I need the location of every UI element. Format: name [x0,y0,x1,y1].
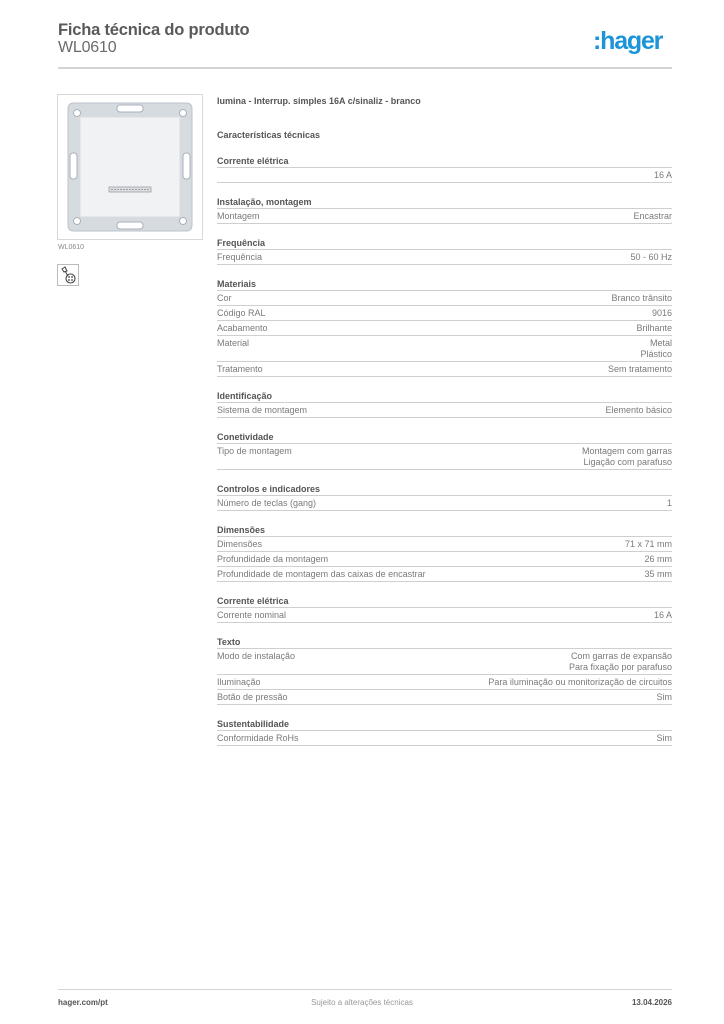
spec-value-line: Branco trânsito [611,292,672,303]
spec-label: Frequência [217,251,263,262]
footer-disclaimer: Sujeito a alterações técnicas [311,998,413,1007]
spec-value-line: 9016 [651,307,672,318]
spec-section [217,238,672,265]
footer-website: hager.com/pt [58,998,108,1007]
spec-value [605,405,672,416]
spec-label: Cor [217,292,232,303]
spec-row [217,496,672,511]
spec-row [217,168,672,183]
spec-label: Corrente nominal [217,609,287,620]
footer-date: 13.04.2026 [631,998,672,1007]
spec-value [630,252,672,263]
spec-value [657,692,673,703]
section-heading: Dimensões [217,525,672,537]
spec-row [217,608,672,623]
spec-sections [217,156,672,746]
spec-section [217,637,672,705]
section-heading: Conetividade [217,432,672,444]
spec-section [217,197,672,224]
spec-row [217,306,672,321]
spec-value-line: Sem tratamento [607,363,672,374]
spec-label: Acabamento [217,322,268,333]
spec-value [657,733,673,744]
spec-value [654,170,672,181]
spec-value-line: 16 A [653,609,672,620]
spec-value-line: 1 [666,497,672,508]
spec-value [644,569,672,580]
product-name: lumina - Interrup. simples 16A c/sinaliz - branco [217,96,421,106]
spec-label: Profundidade de montagem das caixas de encastrar [217,568,426,579]
spec-label: Botão de pressão [217,691,288,702]
spec-label: Profundidade da montagem [217,553,329,564]
spec-label: Dimensões [217,538,263,549]
spec-value-line: Montagem com garras [581,445,672,456]
spec-row [217,336,672,362]
spec-value [652,308,672,319]
section-heading: Sustentabilidade [217,719,672,731]
spec-value-line: Sim [656,691,672,702]
spec-row [217,321,672,336]
spec-value [611,293,672,304]
spec-section [217,525,672,582]
spec-section [217,156,672,183]
spec-section [217,596,672,623]
section-heading: Materiais [217,279,672,291]
section-heading: Corrente elétrica [217,156,672,168]
spec-value-line: Com garras de expansão [570,650,672,661]
spec-row [217,291,672,306]
spec-section [217,719,672,746]
spec-value-line: 16 A [653,169,672,180]
spec-value [636,323,672,334]
spec-label: Tratamento [217,363,263,374]
spec-row [217,552,672,567]
section-heading: Frequência [217,238,672,250]
switch-illustration [58,95,202,239]
spec-label: Sistema de montagem [217,404,308,415]
section-heading: Identificação [217,391,672,403]
product-code: WL0610 [58,39,117,56]
spec-value-line: 71 x 71 mm [624,538,672,549]
spec-value-line: 50 - 60 Hz [630,251,672,262]
footer-divider [58,989,672,990]
spec-label: Tipo de montagem [217,445,292,456]
header-divider [58,67,672,69]
spec-value [488,677,672,688]
spec-row [217,675,672,690]
spec-value [625,539,672,550]
spec-row [217,444,672,470]
section-heading: Controlos e indicadores [217,484,672,496]
spec-value-line: Metal [649,337,672,348]
section-heading: Corrente elétrica [217,596,672,608]
spec-row [217,250,672,265]
spec-value [667,498,672,509]
spec-row [217,690,672,705]
spec-value-line: Brilhante [636,322,672,333]
spec-value [633,211,672,222]
spec-row [217,403,672,418]
spec-value-line: Ligação com parafuso [583,456,672,467]
spec-value-line: Elemento básico [605,404,672,415]
spec-row [217,567,672,582]
spec-label: Montagem [217,210,260,221]
spec-label: Modo de instalação [217,650,296,661]
spec-label: Conformidade RoHs [217,732,299,743]
spec-section [217,391,672,418]
spec-row [217,537,672,552]
spec-value-line: Para iluminação ou monitorização de circuitos [488,676,672,687]
spec-label: Número de teclas (gang) [217,497,317,508]
spec-row [217,649,672,675]
spec-value [569,651,672,673]
product-image [57,94,203,240]
mounting-claw-icon [57,264,79,286]
spec-value-line: Encastrar [633,210,672,221]
spec-value-line: Sim [656,732,672,743]
spec-row [217,362,672,377]
section-heading: Texto [217,637,672,649]
spec-section [217,279,672,377]
spec-row [217,731,672,746]
section-heading: Instalação, montagem [217,197,672,209]
spec-value [644,554,672,565]
spec-value [640,338,672,360]
spec-value-line: Para fixação por parafuso [568,661,672,672]
spec-section [217,432,672,470]
spec-title: Características técnicas [217,130,321,140]
image-caption: WL0610 [58,244,85,251]
spec-label: Material [217,337,250,348]
page-title: Ficha técnica do produto [58,21,250,39]
spec-label: Código RAL [217,307,266,318]
hager-logo: :hager [593,27,663,55]
spec-value-line: Plástico [640,348,672,359]
spec-value [582,446,672,468]
spec-label: Iluminação [217,676,261,687]
spec-value [654,610,672,621]
spec-row [217,209,672,224]
spec-value-line: 35 mm [644,568,672,579]
spec-value [608,364,672,375]
spec-value-line: 26 mm [644,553,672,564]
spec-table [217,96,672,746]
spec-section [217,484,672,511]
